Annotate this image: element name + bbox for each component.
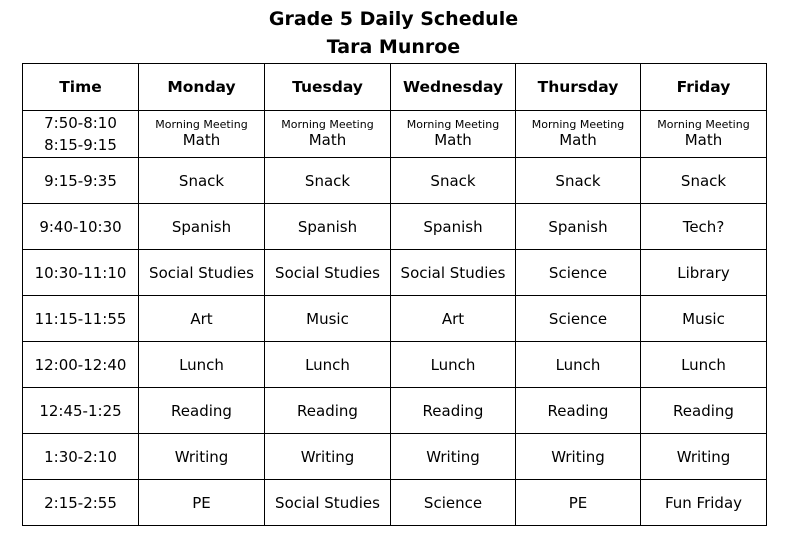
- schedule-cell-friday: Writing: [641, 434, 767, 480]
- schedule-cell-wednesday: Snack: [391, 158, 516, 204]
- activity-label-small: Morning Meeting: [657, 118, 750, 131]
- schedule-cell-tuesday: Social Studies: [265, 480, 391, 526]
- time-cell: [23, 434, 139, 480]
- schedule-cell-wednesday: Science: [391, 480, 516, 526]
- schedule-cell-friday: [641, 111, 767, 158]
- schedule-cell-tuesday: Writing: [265, 434, 391, 480]
- schedule-cell-wednesday: Reading: [391, 388, 516, 434]
- schedule-cell-tuesday: Music: [265, 296, 391, 342]
- time-cell: [23, 296, 139, 342]
- time-label: 10:30-11:10: [34, 263, 127, 282]
- activity-label: Math: [182, 131, 221, 149]
- column-header-monday: Monday: [139, 64, 265, 111]
- time-cell: [23, 250, 139, 296]
- activity-label-small: Morning Meeting: [155, 118, 248, 131]
- table-row: [23, 158, 767, 204]
- table-row: [23, 342, 767, 388]
- time-label: 9:40-10:30: [39, 217, 122, 236]
- schedule-cell-thursday: Lunch: [516, 342, 641, 388]
- time-label: 2:15-2:55: [44, 493, 117, 512]
- schedule-cell-wednesday: Art: [391, 296, 516, 342]
- schedule-cell-friday: Fun Friday: [641, 480, 767, 526]
- schedule-cell-monday: Lunch: [139, 342, 265, 388]
- schedule-cell-friday: Snack: [641, 158, 767, 204]
- table-row: [23, 388, 767, 434]
- schedule-cell-friday: Library: [641, 250, 767, 296]
- schedule-cell-thursday: Science: [516, 250, 641, 296]
- schedule-cell-thursday: Snack: [516, 158, 641, 204]
- schedule-cell-monday: Art: [139, 296, 265, 342]
- schedule-cell-thursday: Reading: [516, 388, 641, 434]
- schedule-cell-thursday: PE: [516, 480, 641, 526]
- schedule-cell-thursday: Spanish: [516, 204, 641, 250]
- time-cell: [23, 204, 139, 250]
- schedule-cell-friday: Reading: [641, 388, 767, 434]
- table-row: [23, 434, 767, 480]
- schedule-cell-monday: Reading: [139, 388, 265, 434]
- activity-label-small: Morning Meeting: [531, 118, 625, 131]
- time-cell: [23, 388, 139, 434]
- schedule-cell-tuesday: Lunch: [265, 342, 391, 388]
- column-header-time: Time: [23, 64, 139, 111]
- column-header-wednesday: Wednesday: [391, 64, 516, 111]
- time-label: 8:15-9:15: [44, 136, 117, 154]
- activity-label: Math: [308, 131, 347, 149]
- time-label: 12:45-1:25: [39, 401, 122, 420]
- schedule-cell-thursday: Science: [516, 296, 641, 342]
- column-header-friday: Friday: [641, 64, 767, 111]
- schedule-cell-monday: Writing: [139, 434, 265, 480]
- schedule-cell-wednesday: Social Studies: [391, 250, 516, 296]
- schedule-cell-tuesday: Snack: [265, 158, 391, 204]
- table-row: [23, 111, 767, 158]
- activity-label-small: Morning Meeting: [406, 118, 500, 131]
- time-label: 11:15-11:55: [34, 309, 127, 328]
- schedule-cell-monday: [139, 111, 265, 158]
- schedule-cell-tuesday: [265, 111, 391, 158]
- table-row: [23, 296, 767, 342]
- page-subtitle: Tara Munroe: [326, 36, 461, 58]
- time-label: 7:50-8:10: [44, 114, 117, 132]
- schedule-cell-friday: Music: [641, 296, 767, 342]
- schedule-cell-monday: Spanish: [139, 204, 265, 250]
- column-header-thursday: Thursday: [516, 64, 641, 111]
- table-row: [23, 250, 767, 296]
- column-header-tuesday: Tuesday: [265, 64, 391, 111]
- schedule-table: [22, 63, 767, 526]
- activity-label: Math: [559, 131, 597, 149]
- schedule-cell-thursday: Writing: [516, 434, 641, 480]
- schedule-cell-wednesday: Lunch: [391, 342, 516, 388]
- time-cell: [23, 111, 139, 158]
- schedule-cell-tuesday: Reading: [265, 388, 391, 434]
- schedule-cell-monday: Social Studies: [139, 250, 265, 296]
- activity-label: Math: [434, 131, 472, 149]
- table-row: [23, 480, 767, 526]
- schedule-cell-monday: Snack: [139, 158, 265, 204]
- activity-label: Math: [684, 131, 723, 149]
- schedule-cell-wednesday: Writing: [391, 434, 516, 480]
- schedule-cell-tuesday: Spanish: [265, 204, 391, 250]
- header-row: [23, 64, 767, 111]
- schedule-cell-wednesday: Spanish: [391, 204, 516, 250]
- time-label: 9:15-9:35: [44, 171, 117, 190]
- schedule-cell-tuesday: Social Studies: [265, 250, 391, 296]
- schedule-cell-thursday: [516, 111, 641, 158]
- schedule-cell-monday: PE: [139, 480, 265, 526]
- time-label: 12:00-12:40: [34, 355, 127, 374]
- schedule-cell-wednesday: [391, 111, 516, 158]
- time-label: 1:30-2:10: [44, 447, 117, 466]
- schedule-cell-friday: Lunch: [641, 342, 767, 388]
- schedule-cell-friday: Tech?: [641, 204, 767, 250]
- table-row: [23, 204, 767, 250]
- activity-label-small: Morning Meeting: [281, 118, 374, 131]
- time-cell: [23, 480, 139, 526]
- page-title: Grade 5 Daily Schedule: [268, 8, 519, 30]
- time-cell: [23, 158, 139, 204]
- time-cell: [23, 342, 139, 388]
